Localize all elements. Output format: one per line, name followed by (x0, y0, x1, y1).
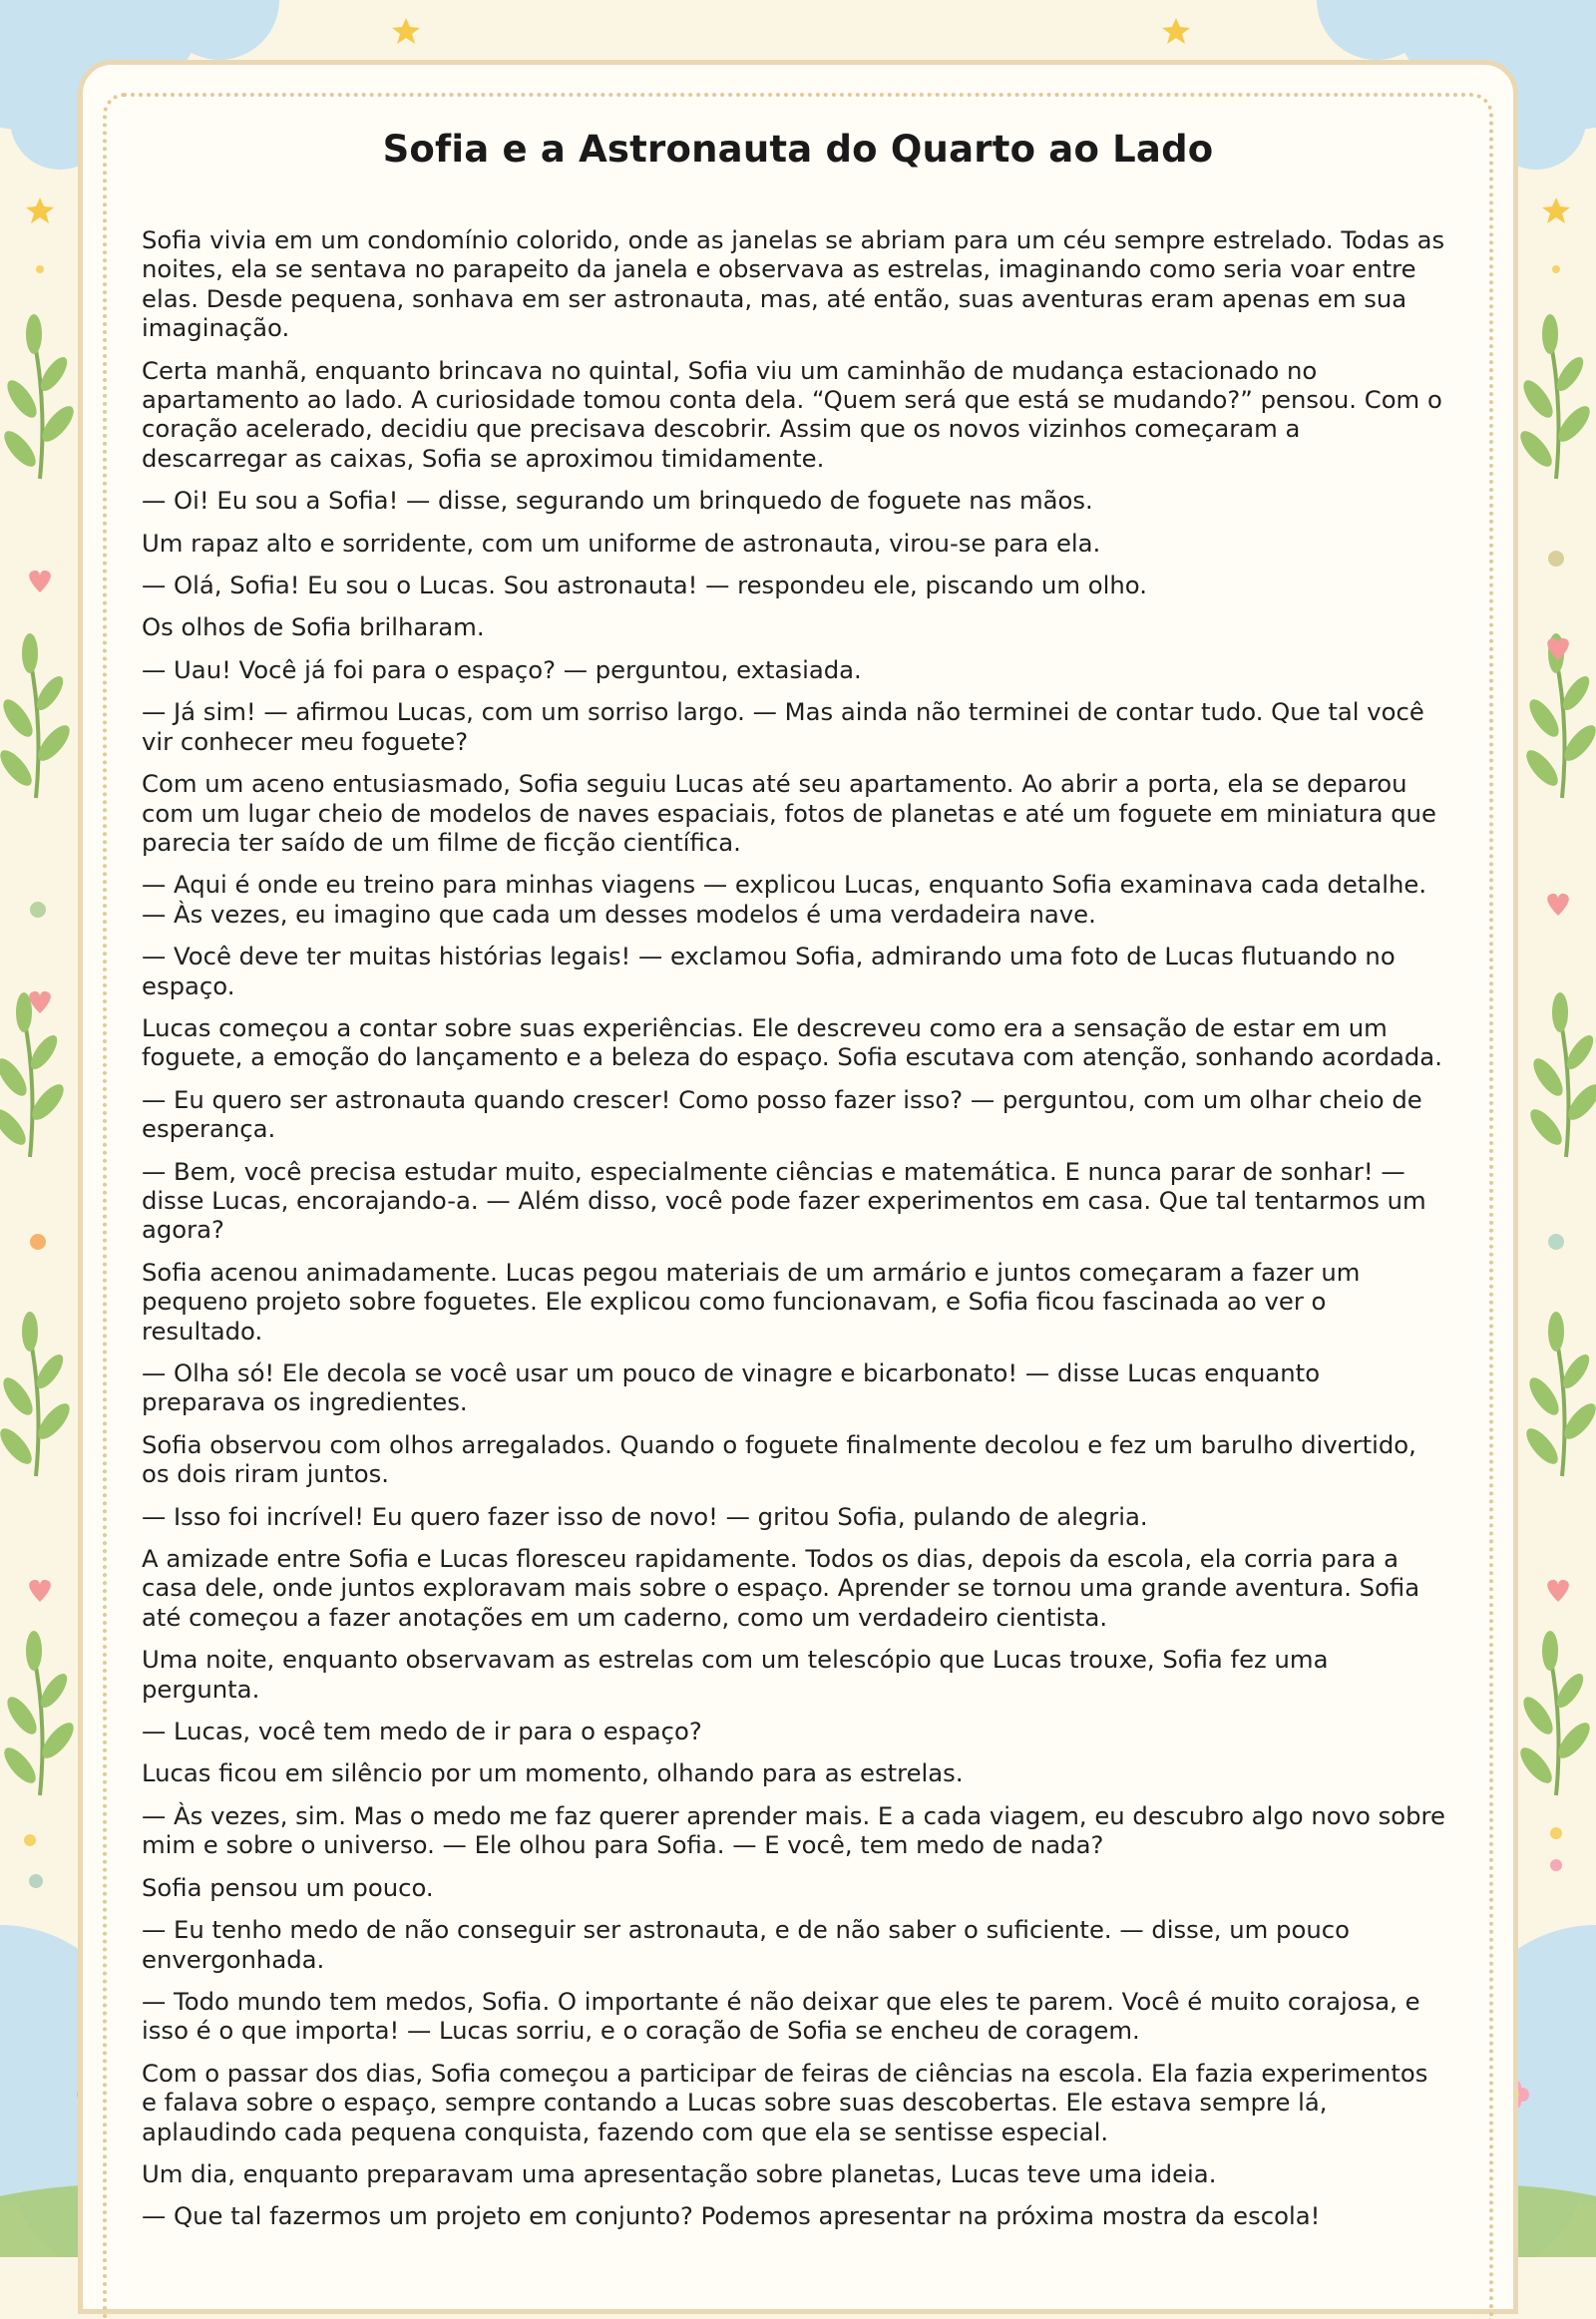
story-paragraph: Lucas começou a contar sobre suas experiências. Ele descreveu como era a sensação de estar em um foguete, a emoção do lançamento e a beleza do espaço. Sofia escutava com atenção, sonhando acordada. (142, 1012, 1442, 1072)
story-paragraph: — Você deve ter muitas histórias legais! — exclamou Sofia, admirando uma foto de Lucas flutuando no espaço. (142, 942, 1396, 1000)
leaf-branch-icon (0, 633, 75, 798)
star-icon (392, 18, 420, 44)
leaf-branch-icon (1521, 1312, 1596, 1476)
leaf-branch-icon (0, 1312, 75, 1476)
leaf-branch-icon (0, 992, 69, 1157)
story-paragraph: — Eu tenho medo de não conseguir ser astronauta, e de não saber o suficiente. — disse, um pouco envergonhada. (142, 1915, 1350, 1974)
story-paragraph: A amizade entre Sofia e Lucas floresceu rapidamente. Todos os dias, depois da escola, ela corria para a casa dele, onde juntos exploravam mais sobre o espaço. Aprender se tornou uma grande aventura. Sofia até começou a fazer anotações em um caderno, como um verdadeiro cientista. (142, 1544, 1420, 1632)
story-paragraph: Com um aceno entusiasmado, Sofia seguiu Lucas até seu apartamento. Ao abrir a porta, ela se deparou com um lugar cheio de modelos de naves espaciais, fotos de planetas e até um foguete em miniatura que parecia ter saído de um filme de ficção científica. (142, 769, 1437, 857)
story-paragraph: — Isso foi incrível! Eu quero fazer isso de novo! — gritou Sofia, pulando de alegria. (142, 1501, 1148, 1531)
story-paragraph: Lucas ficou em silêncio por um momento, olhando para as estrelas. (142, 1758, 964, 1788)
story-paragraph: Certa manhã, enquanto brincava no quintal, Sofia viu um caminhão de mudança estacionado no apartamento ao lado. A curiosidade tomou conta dela. “Quem será que está se mudando?” pensou. Com o coração acelerado, decidiu que precisava descobrir. Assim que os novos vizinhos começaram a descarregar as caixas, Sofia se aproximou timidamente. (142, 355, 1442, 473)
leaf-branch-icon (1515, 1631, 1595, 1795)
story-paragraph: Sofia pensou um pouco. (142, 1872, 434, 1902)
leaf-branch-icon (0, 1631, 79, 1795)
heart-icon (29, 1580, 51, 1602)
heart-icon (29, 571, 51, 592)
leaf-branch-icon (1515, 314, 1595, 479)
heart-icon (29, 991, 51, 1013)
heart-icon (1547, 1580, 1569, 1602)
star-icon (1162, 18, 1190, 44)
heart-icon (1547, 894, 1569, 916)
story-paragraph: Os olhos de Sofia brilharam. (142, 612, 485, 642)
story-paragraph: — Bem, você precisa estudar muito, especialmente ciências e matemática. E nunca parar de sonhar! — disse Lucas, encorajando-a. — Além disso, você pode fazer experimentos em casa. Que tal tentarmos um agora? (142, 1156, 1426, 1245)
story-paragraph: Com o passar dos dias, Sofia começou a participar de feiras de ciências na escola. Ela fazia experimentos e falava sobre o espaço, sempre contando a Lucas sobre suas descobertas. Ele estava sempre lá, aplaudindo cada pequena conquista, fazendo com que ela se sentisse especial. (142, 2058, 1428, 2146)
story-paragraph: Sofia vivia em um condomínio colorido, onde as janelas se abriam para um céu sempre estrelado. Todas as noites, ela se sentava no parapeito da janela e observava as estrelas, imaginando como seria voar entre elas. Desde pequena, sonhava em ser astronauta, mas, até então, suas aventuras eram apenas em sua imaginação. (142, 225, 1445, 343)
story-body (142, 225, 1448, 2244)
star-icon (1542, 197, 1570, 223)
star-icon (26, 197, 54, 223)
leaf-branch-icon (0, 314, 79, 479)
story-paragraph: — Todo mundo tem medos, Sofia. O importante é não deixar que eles te parem. Você é muito corajosa, e isso é o que importa! — Lucas sorriu, e o coração de Sofia se encheu de coragem. (142, 1986, 1420, 2046)
story-paragraph: — Lucas, você tem medo de ir para o espaço? (142, 1717, 702, 1746)
story-paragraph: — Que tal fazermos um projeto em conjunto? Podemos apresentar na próxima mostra da escola! (142, 2201, 1321, 2231)
story-paragraph: Um rapaz alto e sorridente, com um uniforme de astronauta, virou-se para ela. (142, 528, 1101, 558)
story-paragraph: — Já sim! — afirmou Lucas, com um sorriso largo. — Mas ainda não terminei de contar tudo. Que tal você vir conhecer meu foguete? (142, 697, 1424, 756)
story-paragraph: Sofia observou com olhos arregalados. Quando o foguete finalmente decolou e fez um barulho divertido, os dois riram juntos. (142, 1429, 1416, 1489)
story-paragraph: Uma noite, enquanto observavam as estrelas com um telescópio que Lucas trouxe, Sofia fez uma pergunta. (142, 1645, 1329, 1704)
story-title: Sofia e a Astronauta do Quarto ao Lado (382, 128, 1214, 171)
leaf-branch-icon (1525, 992, 1596, 1157)
story-paragraph: — Eu quero ser astronauta quando crescer! Como posso fazer isso? — perguntou, com um olhar cheio de esperança. (142, 1084, 1422, 1144)
story-paragraph: Um dia, enquanto preparavam uma apresentação sobre planetas, Lucas teve uma ideia. (142, 2158, 1217, 2188)
story-paragraph: — Olha só! Ele decola se você usar um pouco de vinagre e bicarbonato! — disse Lucas enquanto preparava os ingredientes. (142, 1358, 1321, 1417)
story-paragraph: — Aqui é onde eu treino para minhas viagens — explicou Lucas, enquanto Sofia examinava cada detalhe. — Às vezes, eu imagino que cada um desses modelos é uma verdadeira nave. (142, 870, 1427, 929)
story-paragraph: — Uau! Você já foi para o espaço? — perguntou, extasiada. (142, 654, 862, 684)
story-paragraph: — Oi! Eu sou a Sofia! — disse, segurando um brinquedo de foguete nas mãos. (142, 486, 1093, 516)
story-paragraph: — Às vezes, sim. Mas o medo me faz querer aprender mais. E a cada viagem, eu descubro algo novo sobre mim e sobre o universo. — Ele olhou para Sofia. — E você, tem medo de nada? (142, 1800, 1445, 1860)
story-paragraph: Sofia acenou animadamente. Lucas pegou materiais de um armário e juntos começaram a fazer um pequeno projeto sobre foguetes. Ele explicou como funcionavam, e Sofia ficou fascinada ao ver o resultado. (142, 1257, 1361, 1346)
story-paragraph: — Olá, Sofia! Eu sou o Lucas. Sou astronauta! — respondeu ele, piscando um olho. (142, 571, 1147, 600)
